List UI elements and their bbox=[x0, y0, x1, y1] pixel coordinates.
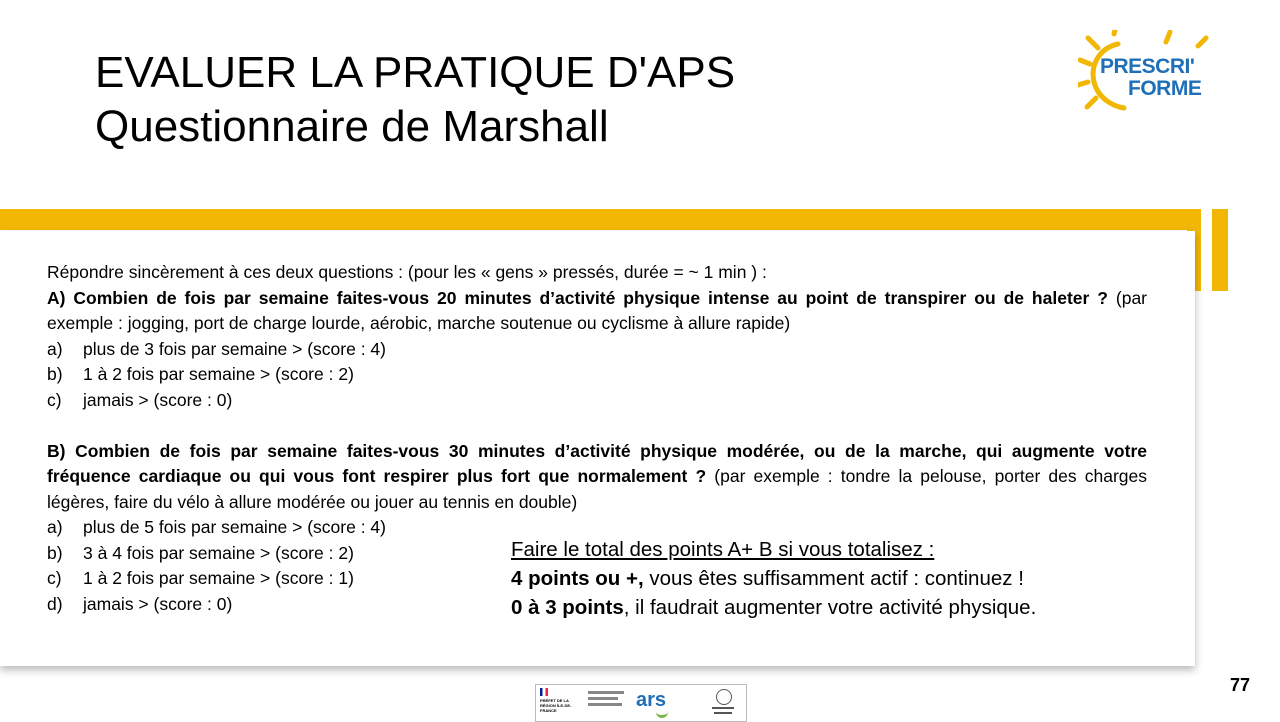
option-text: 3 à 4 fois par semaine > (score : 2) bbox=[83, 542, 354, 563]
republique-flag-icon bbox=[540, 688, 548, 696]
score-low-label: 0 à 3 points bbox=[511, 596, 624, 619]
score-summary bbox=[511, 535, 1036, 622]
accent-bar-horizontal bbox=[0, 209, 1201, 230]
drjscs-logo bbox=[588, 691, 628, 706]
option-text: jamais > (score : 0) bbox=[83, 593, 233, 614]
accent-bar-vertical-2 bbox=[1212, 209, 1228, 291]
prescriforme-logo bbox=[1078, 30, 1228, 120]
logo-line-2: FORME bbox=[1128, 77, 1202, 100]
question-a-text: A) Combien de fois par semaine faites-vous 20 minutes d’activité physique intense au point de transpirer ou de haleter ? bbox=[47, 287, 1108, 308]
score-high-text: vous êtes suffisamment actif : continuez ! bbox=[643, 567, 1024, 590]
option-letter: b) bbox=[47, 542, 63, 563]
intro-text: Répondre sincèrement à ces deux questions : (pour les « gens » pressés, durée = ~ 1 min ) : bbox=[47, 262, 767, 282]
option-text: plus de 3 fois par semaine > (score : 4) bbox=[83, 338, 386, 359]
title-line-1: EVALUER LA PRATIQUE D'APS bbox=[95, 48, 736, 97]
option-text: 1 à 2 fois par semaine > (score : 2) bbox=[83, 364, 354, 384]
option-text: jamais > (score : 0) bbox=[83, 389, 233, 410]
seal-icon bbox=[716, 689, 732, 705]
score-high-label: 4 points ou +, bbox=[511, 567, 644, 590]
page-number: 77 bbox=[1230, 675, 1251, 695]
option-letter: a) bbox=[47, 517, 63, 537]
question-b-text: B) Combien de fois par semaine faites-vous 30 minutes d’activité physique modérée, ou de la marche, qui augmente votre fréquence cardiaque ou qui vous font respirer plus fort que normalement ? bbox=[47, 440, 1147, 486]
question-a-option bbox=[47, 388, 1147, 414]
question-a bbox=[47, 286, 1147, 337]
question-b bbox=[47, 439, 1147, 516]
score-low-text: , il faudrait augmenter votre activité physique. bbox=[623, 596, 1037, 619]
score-heading: Faire le total des points A+ B si vous totalisez : bbox=[511, 538, 935, 561]
score-line-high bbox=[511, 564, 1036, 593]
ars-swoosh-icon bbox=[656, 703, 668, 718]
score-line-low bbox=[511, 593, 1036, 622]
logo-line-1: PRESCRI' bbox=[1100, 55, 1195, 78]
option-text: plus de 5 fois par semaine > (score : 4) bbox=[83, 517, 386, 537]
prefet-label: PRÉFET DE LA RÉGION ÎLE-DE-FRANCE bbox=[540, 698, 572, 713]
question-a-examples: (par exemple : jogging, port de charge lourde, aérobic, marche soutenue ou cyclisme à allure rapide) bbox=[47, 287, 1148, 333]
ars-logo: ars bbox=[636, 689, 667, 711]
question-a-option bbox=[47, 362, 1147, 388]
option-letter: d) bbox=[47, 593, 63, 614]
question-a-option bbox=[47, 337, 1147, 363]
slide-title bbox=[95, 46, 735, 154]
option-letter: c) bbox=[47, 568, 62, 588]
title-line-2: Questionnaire de Marshall bbox=[95, 102, 609, 151]
footer-partner-logos bbox=[535, 684, 747, 722]
option-letter: b) bbox=[47, 364, 63, 384]
option-text: 1 à 2 fois par semaine > (score : 1) bbox=[83, 568, 354, 588]
option-letter: a) bbox=[47, 338, 63, 359]
question-b-examples: (par exemple : tondre la pelouse, porter des charges légères, faire du vélo à allure modérée ou jouer au tennis en double) bbox=[47, 466, 1148, 512]
option-letter: c) bbox=[47, 389, 62, 410]
